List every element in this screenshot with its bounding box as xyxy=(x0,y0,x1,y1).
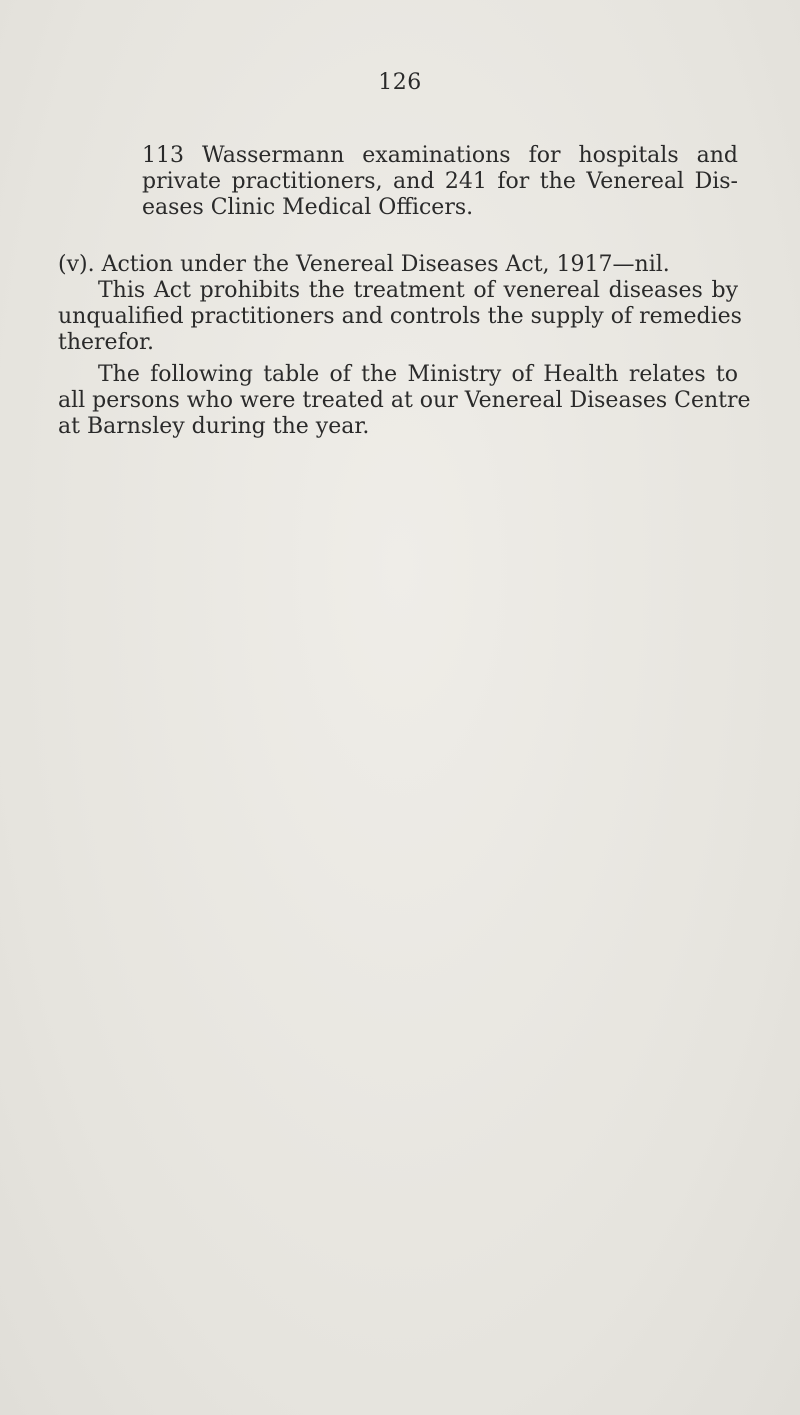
paragraph-line: at Barnsley during the year. xyxy=(58,414,370,439)
wassermann-paragraph xyxy=(142,143,738,221)
paragraph-line: eases Clinic Medical Officers. xyxy=(142,195,474,220)
paragraph-line: This Act prohibits the treatment of venereal diseases by xyxy=(98,278,738,303)
venereal-diseases-act-paragraph xyxy=(58,252,742,356)
paragraph-line: all persons who were treated at our Venereal Diseases Centre xyxy=(58,388,751,413)
paragraph-line: The following table of the Ministry of Health relates to xyxy=(98,362,738,387)
page-number: 126 xyxy=(378,70,422,95)
paragraph-line: private practitioners, and 241 for the Venereal Dis- xyxy=(142,169,738,194)
paragraph-line: unqualified practitioners and controls the supply of remedies xyxy=(58,304,742,329)
paragraph-line: therefor. xyxy=(58,330,155,355)
ministry-table-intro-paragraph xyxy=(58,362,751,440)
paragraph-line: 113 Wassermann examinations for hospitals and xyxy=(142,143,738,168)
paragraph-line: (v). Action under the Venereal Diseases Act, 1917—nil. xyxy=(58,252,670,277)
